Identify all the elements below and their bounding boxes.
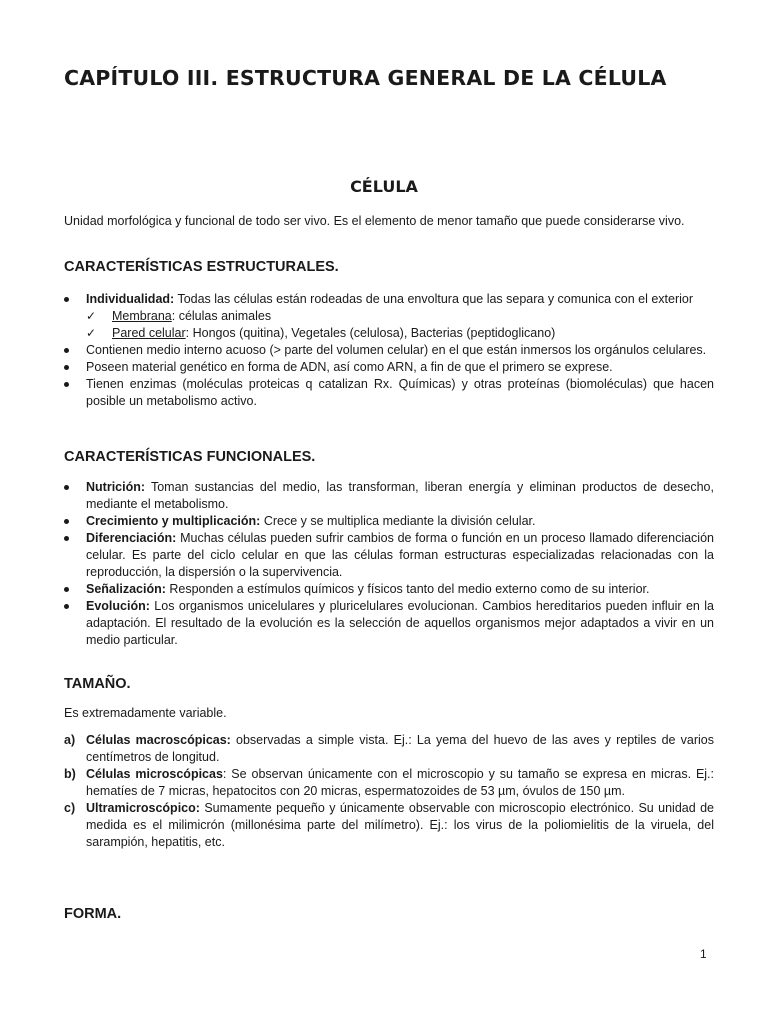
item-term: Pared celular [112,326,186,340]
bullet-icon [64,365,69,370]
item-text: observadas a simple vista. Ej.: La yema del huevo de las aves y reptiles de varios centímetros de longitud. [86,733,714,764]
estructurales-list [64,291,714,410]
list-item [64,766,714,800]
bullet-icon [64,536,69,541]
item-term: Diferenciación: [86,531,177,545]
forma-heading: FORMA. [64,906,122,922]
list-item [64,291,714,308]
item-term: Individualidad: [86,292,175,306]
funcionales-heading: CARACTERÍSTICAS FUNCIONALES. [64,449,316,465]
bullet-icon [64,485,69,490]
bullet-icon [64,519,69,524]
list-item [64,800,714,851]
item-text: Tienen enzimas (moléculas proteicas q catalizan Rx. Químicas) y otras proteínas (biomoléculas) que hacen posible un metabolismo activo. [86,377,714,408]
item-text: Poseen material genético en forma de ADN, así como ARN, a fin de que el primero se exprese. [86,360,613,374]
page-number: 1 [700,947,707,961]
item-term: Células macroscópicas: [86,733,231,747]
item-term: Nutrición: [86,480,146,494]
tamano-list [64,732,714,851]
funcionales-list [64,479,714,649]
item-term: Membrana [112,309,172,323]
item-text: Responden a estímulos químicos y físicos tanto del medio externo como de su interior. [165,582,650,596]
list-item [64,342,714,359]
item-text: Toman sustancias del medio, las transforman, liberan energía y eliminan productos de desecho, mediante el metabolismo. [86,480,714,511]
bullet-icon [64,604,69,609]
estructurales-heading: CARACTERÍSTICAS ESTRUCTURALES. [64,259,339,275]
item-text: Contienen medio interno acuoso (> parte del volumen celular) en el que están inmersos los orgánulos celulares. [86,343,707,357]
list-item [64,513,714,530]
item-term: Crecimiento y multiplicación: [86,514,261,528]
list-item [64,376,714,410]
list-item [64,732,714,766]
bullet-icon [64,587,69,592]
celula-definition: Unidad morfológica y funcional de todo ser vivo. Es el elemento de menor tamaño que puede considerarse vivo. [64,214,685,228]
item-text: Los organismos unicelulares y pluricelulares evolucionan. Cambios hereditarios pueden influir en la adaptación. El resultado de la evolución es la selección de aquellos organismos mejor adaptados a vivir en un medio particular. [86,599,714,647]
item-text: : Hongos (quitina), Vegetales (celulosa), Bacterias (peptidoglicano) [185,326,556,340]
list-item [64,479,714,513]
celula-heading: CÉLULA [350,177,418,196]
chapter-title: CAPÍTULO III. ESTRUCTURA GENERAL DE LA CÉLULA [64,66,667,90]
tamano-heading: TAMAÑO. [64,676,131,692]
list-marker: b) [64,767,76,781]
item-term: Células microscópicas [86,767,223,781]
item-term: Señalización: [86,582,166,596]
bullet-icon [64,382,69,387]
list-item [64,530,714,581]
list-item [64,598,714,649]
list-item [64,308,714,325]
item-text: : Se observan únicamente con el microscopio y su tamaño se expresa en micras. Ej.: hematíes de 7 micras, hepatocitos con 20 micras, espermatozoides de 53 µm, óvulos de 150 µm. [86,767,715,798]
item-term: Evolución: [86,599,150,613]
tamano-intro: Es extremadamente variable. [64,706,227,720]
item-text: Sumamente pequeño y únicamente observable con microscopio electrónico. Su unidad de medida es el milimicrón (millonésima parte del milímetro). Ej.: los virus de la poliomielitis de la viruela, del sarampión, hepatitis, etc. [86,801,714,849]
bullet-icon [64,297,69,302]
bullet-icon [64,348,69,353]
list-item [64,325,714,342]
checkmark-icon: ✓ [86,309,97,323]
item-text: : células animales [171,309,272,323]
list-item [64,581,714,598]
list-marker: a) [64,733,76,747]
list-marker: c) [64,801,76,815]
item-text: Crece y se multiplica mediante la división celular. [260,514,536,528]
item-text: Muchas células pueden sufrir cambios de forma o función en un proceso llamado diferenciación celular. Es parte del ciclo celular en que las células forman estructuras especializadas relacionadas con la reproducción, la dispersión o la supervivencia. [86,531,714,579]
checkmark-icon: ✓ [86,326,97,340]
list-item [64,359,714,376]
item-text: Todas las células están rodeadas de una envoltura que las separa y comunica con el exterior [174,292,694,306]
item-term: Ultramicroscópico: [86,801,200,815]
